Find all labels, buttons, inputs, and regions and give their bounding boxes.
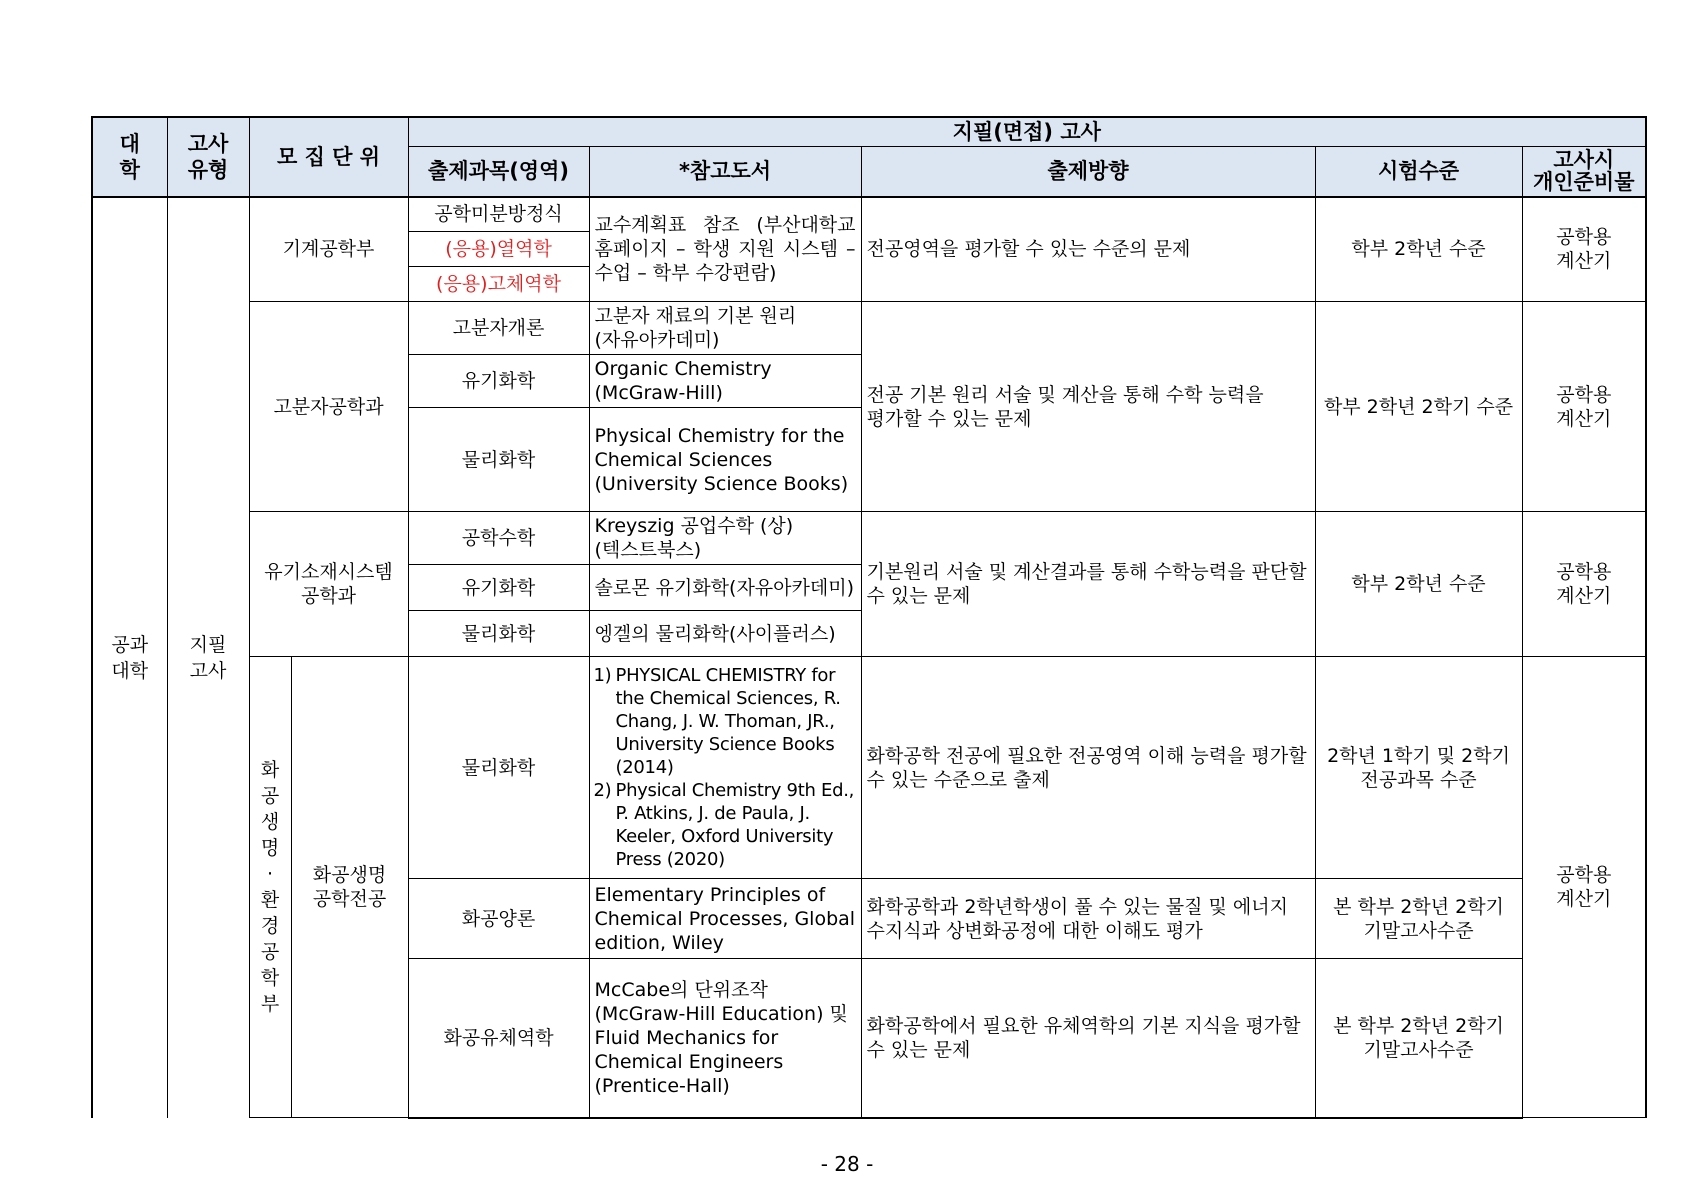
reference-mech: 교수계획표 참조 (부산대학교 홈페이지 – 학생 지원 시스템 – 수업 – 학부 수강편람)	[589, 197, 861, 302]
direction-chem-2: 화학공학과 2학년학생이 풀 수 있는 물질 및 에너지 수지식과 상변화공정에 대한 이해도 평가	[861, 879, 1315, 959]
subject-chem-2: 화공양론	[408, 879, 589, 959]
reference-polymer-2: Organic Chemistry (McGraw-Hill)	[589, 355, 861, 408]
header-level: 시험수준	[1315, 147, 1522, 197]
unit-organic: 유기소재시스템 공학과	[249, 512, 408, 657]
level-organic: 학부 2학년 수준	[1315, 512, 1522, 657]
header-reference: *참고도서	[589, 147, 861, 197]
header-college: 대학	[92, 117, 167, 197]
header-recruit-unit: 모 집 단 위	[249, 117, 408, 197]
subject-mech-2: (응용)열역학	[408, 232, 589, 267]
header-exam-type: 고사유형	[167, 117, 249, 197]
reference-chem-1-item-2: 2) Physical Chemistry 9th Ed., P. Atkins, J. de Paula, J. Keeler, Oxford University Press (2020)	[593, 780, 855, 870]
dept-chem: 화공생명·환경공학부	[249, 657, 291, 1118]
direction-polymer: 전공 기본 원리 서술 및 계산을 통해 수학 능력을 평가할 수 있는 문제	[861, 302, 1315, 512]
subject-chem-3: 화공유체역학	[408, 959, 589, 1118]
level-polymer: 학부 2학년 2학기 수준	[1315, 302, 1522, 512]
reference-organic-1: Kreyszig 공업수학 (상) (텍스트북스)	[589, 512, 861, 565]
header-materials: 고사시 개인준비물	[1522, 147, 1646, 197]
unit-mech: 기계공학부	[249, 197, 408, 302]
unit-polymer: 고분자공학과	[249, 302, 408, 512]
subject-polymer-1: 고분자개론	[408, 302, 589, 355]
subject-polymer-2: 유기화학	[408, 355, 589, 408]
major-chem: 화공생명 공학전공	[291, 657, 408, 1118]
subject-organic-2: 유기화학	[408, 565, 589, 611]
college-cell: 공과대학	[92, 197, 167, 1118]
reference-polymer-3: Physical Chemistry for the Chemical Sciences (University Science Books)	[589, 408, 861, 512]
header-direction: 출제방향	[861, 147, 1315, 197]
direction-organic: 기본원리 서술 및 계산결과를 통해 수학능력을 판단할 수 있는 문제	[861, 512, 1315, 657]
header-subject: 출제과목(영역)	[408, 147, 589, 197]
exam-info-table	[91, 116, 1647, 1119]
materials-mech: 공학용 계산기	[1522, 197, 1646, 302]
reference-organic-2: 솔로몬 유기화학(자유아카데미)	[589, 565, 861, 611]
materials-chem: 공학용 계산기	[1522, 657, 1646, 1118]
exam-type-cell: 지필고사	[167, 197, 249, 1118]
page-number: - 28 -	[820, 1152, 874, 1176]
subject-chem-1: 물리화학	[408, 657, 589, 879]
materials-organic: 공학용 계산기	[1522, 512, 1646, 657]
direction-chem-3: 화학공학에서 필요한 유체역학의 기본 지식을 평가할 수 있는 문제	[861, 959, 1315, 1118]
level-chem-2: 본 학부 2학년 2학기 기말고사수준	[1315, 879, 1522, 959]
subject-mech-1: 공학미분방정식	[408, 197, 589, 232]
reference-polymer-1: 고분자 재료의 기본 원리 (자유아카데미)	[589, 302, 861, 355]
header-written-exam: 지필(면접) 고사	[408, 117, 1646, 147]
reference-chem-1	[589, 657, 861, 879]
reference-organic-3: 엥겔의 물리화학(사이플러스)	[589, 611, 861, 657]
level-chem-3: 본 학부 2학년 2학기 기말고사수준	[1315, 959, 1522, 1118]
direction-mech: 전공영역을 평가할 수 있는 수준의 문제	[861, 197, 1315, 302]
reference-chem-1-item-1: 1) PHYSICAL CHEMISTRY for the Chemical Sciences, R. Chang, J. W. Thoman, JR., University Science Books (2014)	[593, 665, 841, 778]
reference-chem-3: McCabe의 단위조작 (McGraw-Hill Education) 및 Fluid Mechanics for Chemical Engineers (Prentice-Hall)	[589, 959, 861, 1118]
direction-chem-1: 화학공학 전공에 필요한 전공영역 이해 능력을 평가할 수 있는 수준으로 출제	[861, 657, 1315, 879]
subject-organic-3: 물리화학	[408, 611, 589, 657]
level-mech: 학부 2학년 수준	[1315, 197, 1522, 302]
level-chem-1: 2학년 1학기 및 2학기 전공과목 수준	[1315, 657, 1522, 879]
materials-polymer: 공학용 계산기	[1522, 302, 1646, 512]
subject-polymer-3: 물리화학	[408, 408, 589, 512]
subject-organic-1: 공학수학	[408, 512, 589, 565]
reference-chem-2: Elementary Principles of Chemical Processes, Global edition, Wiley	[589, 879, 861, 959]
subject-mech-3: (응용)고체역학	[408, 267, 589, 302]
